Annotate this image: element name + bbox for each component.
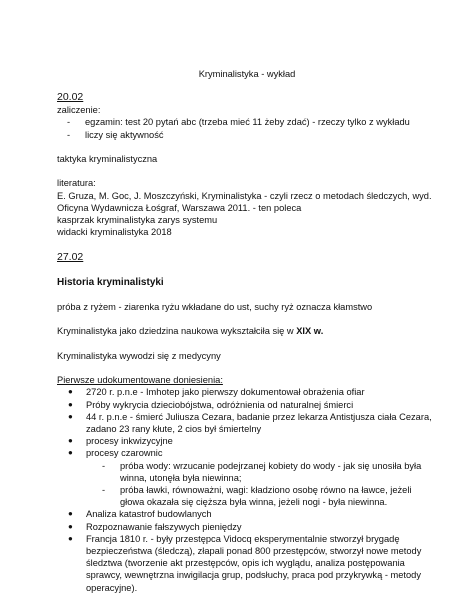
paragraph-science-origin <box>57 325 437 337</box>
list-item <box>57 386 437 398</box>
date-heading-1: 20.02 <box>57 91 84 104</box>
list-item-text: Analiza katastrof budowlanych <box>86 509 212 520</box>
dash-marker: - <box>67 129 71 140</box>
grading-item-text: liczy się aktywność <box>85 129 164 140</box>
list-item-text: Francja 1810 r. - były przestępca Vidocq eksperymentalnie stworzył brygadę bezpieczeństwa (śledczą), złapali ponad 800 przestępców, stworzył nowe metody śledztwa (tworzenie akt przestępców, opis ich wyglądu, analiza postępowania sprawcy, wewnętrzna inwigilacja grup, podsłuchy, praca pod przykrywką - metody operacyjne). <box>86 533 422 593</box>
list-item-text: procesy czarownic <box>86 448 163 459</box>
list-item <box>57 399 437 411</box>
list-item <box>57 411 437 435</box>
grading-item-text: egzamin: test 20 pytań abc (trzeba mieć 11 żeby zdać) - rzeczy tylko z wykładu <box>85 117 410 128</box>
dash-marker: - <box>102 460 106 471</box>
grading-item <box>57 129 437 141</box>
tactic-text: taktyka kryminalistyczna <box>57 154 158 164</box>
list-item-text: 44 r. p.n.e - śmierć Juliusza Cezara, badanie przez lekarza Antistjusza ciała Cezara, zadano 23 rany kłute, 2 cios był śmiertelny <box>86 411 432 434</box>
section-heading: Historia kryminalistyki <box>57 276 164 288</box>
bullet-icon: ● <box>68 436 73 446</box>
sub-list-item <box>57 484 437 508</box>
dash-marker: - <box>102 484 106 495</box>
literature-label: literatura: <box>57 178 96 189</box>
list-item <box>57 435 437 447</box>
list-item <box>57 521 437 533</box>
paragraph-text: Kryminalistyka jako dziedzina naukowa wykształciła się w <box>57 326 297 337</box>
bullet-icon: ● <box>68 387 73 397</box>
list-item-text: Rozpoznawanie fałszywych pieniędzy <box>86 521 242 532</box>
list-item <box>57 508 437 520</box>
reports-list <box>57 386 437 593</box>
sub-list-item <box>57 460 437 484</box>
literature-line: widacki kryminalistyka 2018 <box>57 227 172 238</box>
document-title: Kryminalistyka - wykład <box>198 69 296 79</box>
document-body <box>57 68 437 594</box>
list-item-text: procesy inkwizycyjne <box>86 436 173 447</box>
bullet-icon: ● <box>68 533 73 543</box>
bullet-icon: ● <box>68 399 73 409</box>
list-item <box>57 447 437 459</box>
sub-list-item-text: próba ławki, równoważni, wagi: kładziono osobę równo na ławce, jeżeli głowa okazała się cięższa była winna, jeżeli nogi - była niewinna. <box>120 484 412 508</box>
literature-line: kasprzak kryminalistyka zarys systemu <box>57 215 218 225</box>
grading-label: zaliczenie: <box>57 105 101 116</box>
bullet-icon: ● <box>68 448 73 458</box>
date-heading-2: 27.02 <box>57 250 84 263</box>
paragraph-rice-test: próba z ryżem - ziarenka ryżu wkładane do ust, suchy ryż oznacza kłamstwo <box>57 301 373 312</box>
bullet-icon: ● <box>68 411 73 421</box>
bullet-icon: ● <box>68 521 73 531</box>
list-title: Pierwsze udokumentowane doniesienia: <box>57 375 223 386</box>
sub-list-item-text: próba wody: wrzucanie podejrzanej kobiety do wody - jak się unosiła była winna, utonęła była niewinna; <box>120 460 422 483</box>
dash-marker: - <box>67 117 71 128</box>
list-item <box>57 533 437 594</box>
list-item-text: Próby wykrycia dzieciobójstwa, odróżnienia od naturalnej śmierci <box>86 399 354 410</box>
grading-item <box>57 116 437 128</box>
list-item-text: 2720 r. p.n.e - Imhotep jako pierwszy dokumentował obrażenia ofiar <box>86 387 365 398</box>
literature-line: E. Gruza, M. Goc, J. Moszczyński, Kryminalistyka - czyli rzecz o metodach śledczych, wyd. <box>57 190 432 201</box>
century-bold: XIX w. <box>296 326 324 337</box>
literature-line: Oficyna Wydawnicza Łośgraf, Warszawa 2011. - ten poleca <box>57 202 302 213</box>
bullet-icon: ● <box>68 509 73 519</box>
paragraph-medicine-origin: Kryminalistyka wywodzi się z medycyny <box>57 350 221 361</box>
